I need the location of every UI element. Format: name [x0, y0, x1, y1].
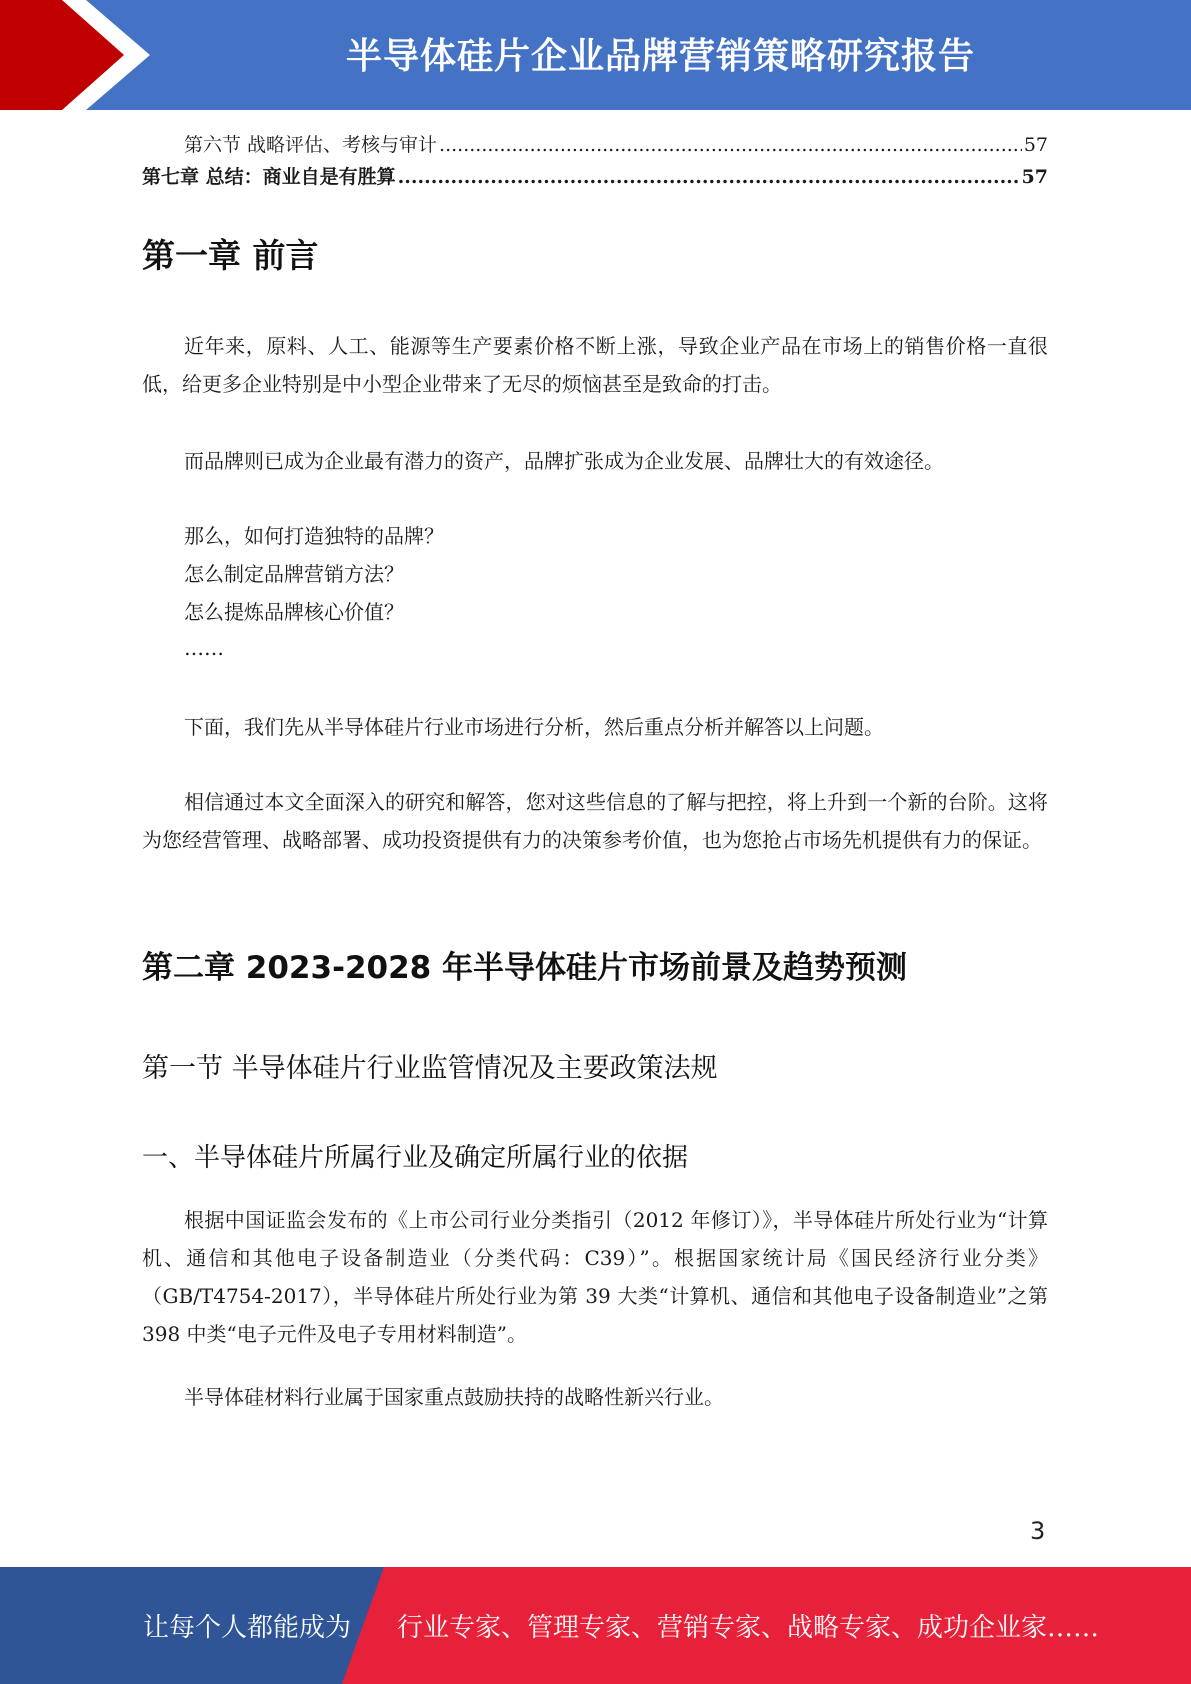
question-2: 怎么制定品牌营销方法？ [184, 562, 404, 586]
toc-entry-label: 第七章 总结：商业自是有胜算 [142, 166, 396, 188]
toc-entry-page: 57 [1023, 134, 1048, 156]
chapter2-heading: 第二章 2023-2028 年半导体硅片市场前景及趋势预测 [142, 950, 908, 986]
toc-dot-leader [439, 134, 1022, 156]
page-header [0, 0, 1191, 110]
footer-slogan-left: 让每个人都能成为 [143, 1613, 352, 1643]
page-footer [0, 1567, 1191, 1684]
page-number: 3 [1030, 1517, 1046, 1545]
toc-entry-section6[interactable] [142, 130, 1048, 157]
chapter1-heading: 第一章 前言 [142, 236, 319, 275]
chapter2-paragraph-2: 半导体硅材料行业属于国家重点鼓励扶持的战略性新兴行业。 [184, 1385, 724, 1409]
toc-entry-label: 第六节 战略评估、考核与审计 [184, 134, 438, 156]
question-1: 那么，如何打造独特的品牌？ [184, 524, 444, 548]
footer-slogan-right: 行业专家、管理专家、营销专家、战略专家、成功企业家…… [397, 1613, 1100, 1643]
chapter1-paragraph-1: 近年来，原料、人工、能源等生产要素价格不断上涨，导致企业产品在市场上的销售价格一直很低，给更多企业特别是中小型企业带来了无尽的烦恼甚至是致命的打击。 [142, 334, 1048, 396]
report-title: 半导体硅片企业品牌营销策略研究报告 [345, 36, 975, 77]
chapter1-paragraph-2: 而品牌则已成为企业最有潜力的资产，品牌扩张成为企业发展、品牌壮大的有效途径。 [184, 449, 944, 473]
chapter2-paragraph-1: 根据中国证监会发布的《上市公司行业分类指引（2012 年修订）》，半导体硅片所处行业为“计算机、通信和其他电子设备制造业（分类代码：C39）”。根据国家统计局《国民经济行业分类》（GB/T4754-2017），半导体硅片所处行业为第 39 大类“计算机、通信和其他电子设备制造业”之第 398 中类“电子元件及电子专用材料制造”。 [142, 1208, 1048, 1346]
toc-entry-page: 57 [1021, 166, 1048, 188]
toc-entry-chapter7[interactable] [142, 162, 1048, 189]
chapter1-paragraph-3: 下面，我们先从半导体硅片行业市场进行分析，然后重点分析并解答以上问题。 [184, 715, 884, 739]
section1-heading: 第一节 半导体硅片行业监管情况及主要政策法规 [142, 1053, 718, 1084]
chapter1-paragraph-4: 相信通过本文全面深入的研究和解答，您对这些信息的了解与把控，将上升到一个新的台阶。这将为您经营管理、战略部署、成功投资提供有力的决策参考价值，也为您抢占市场先机提供有力的保证。 [142, 790, 1048, 852]
subsection1-heading: 一、半导体硅片所属行业及确定所属行业的依据 [142, 1143, 689, 1173]
ellipsis-line: …… [184, 636, 224, 660]
toc-dot-leader [398, 166, 1020, 188]
question-3: 怎么提炼品牌核心价值？ [184, 600, 404, 624]
